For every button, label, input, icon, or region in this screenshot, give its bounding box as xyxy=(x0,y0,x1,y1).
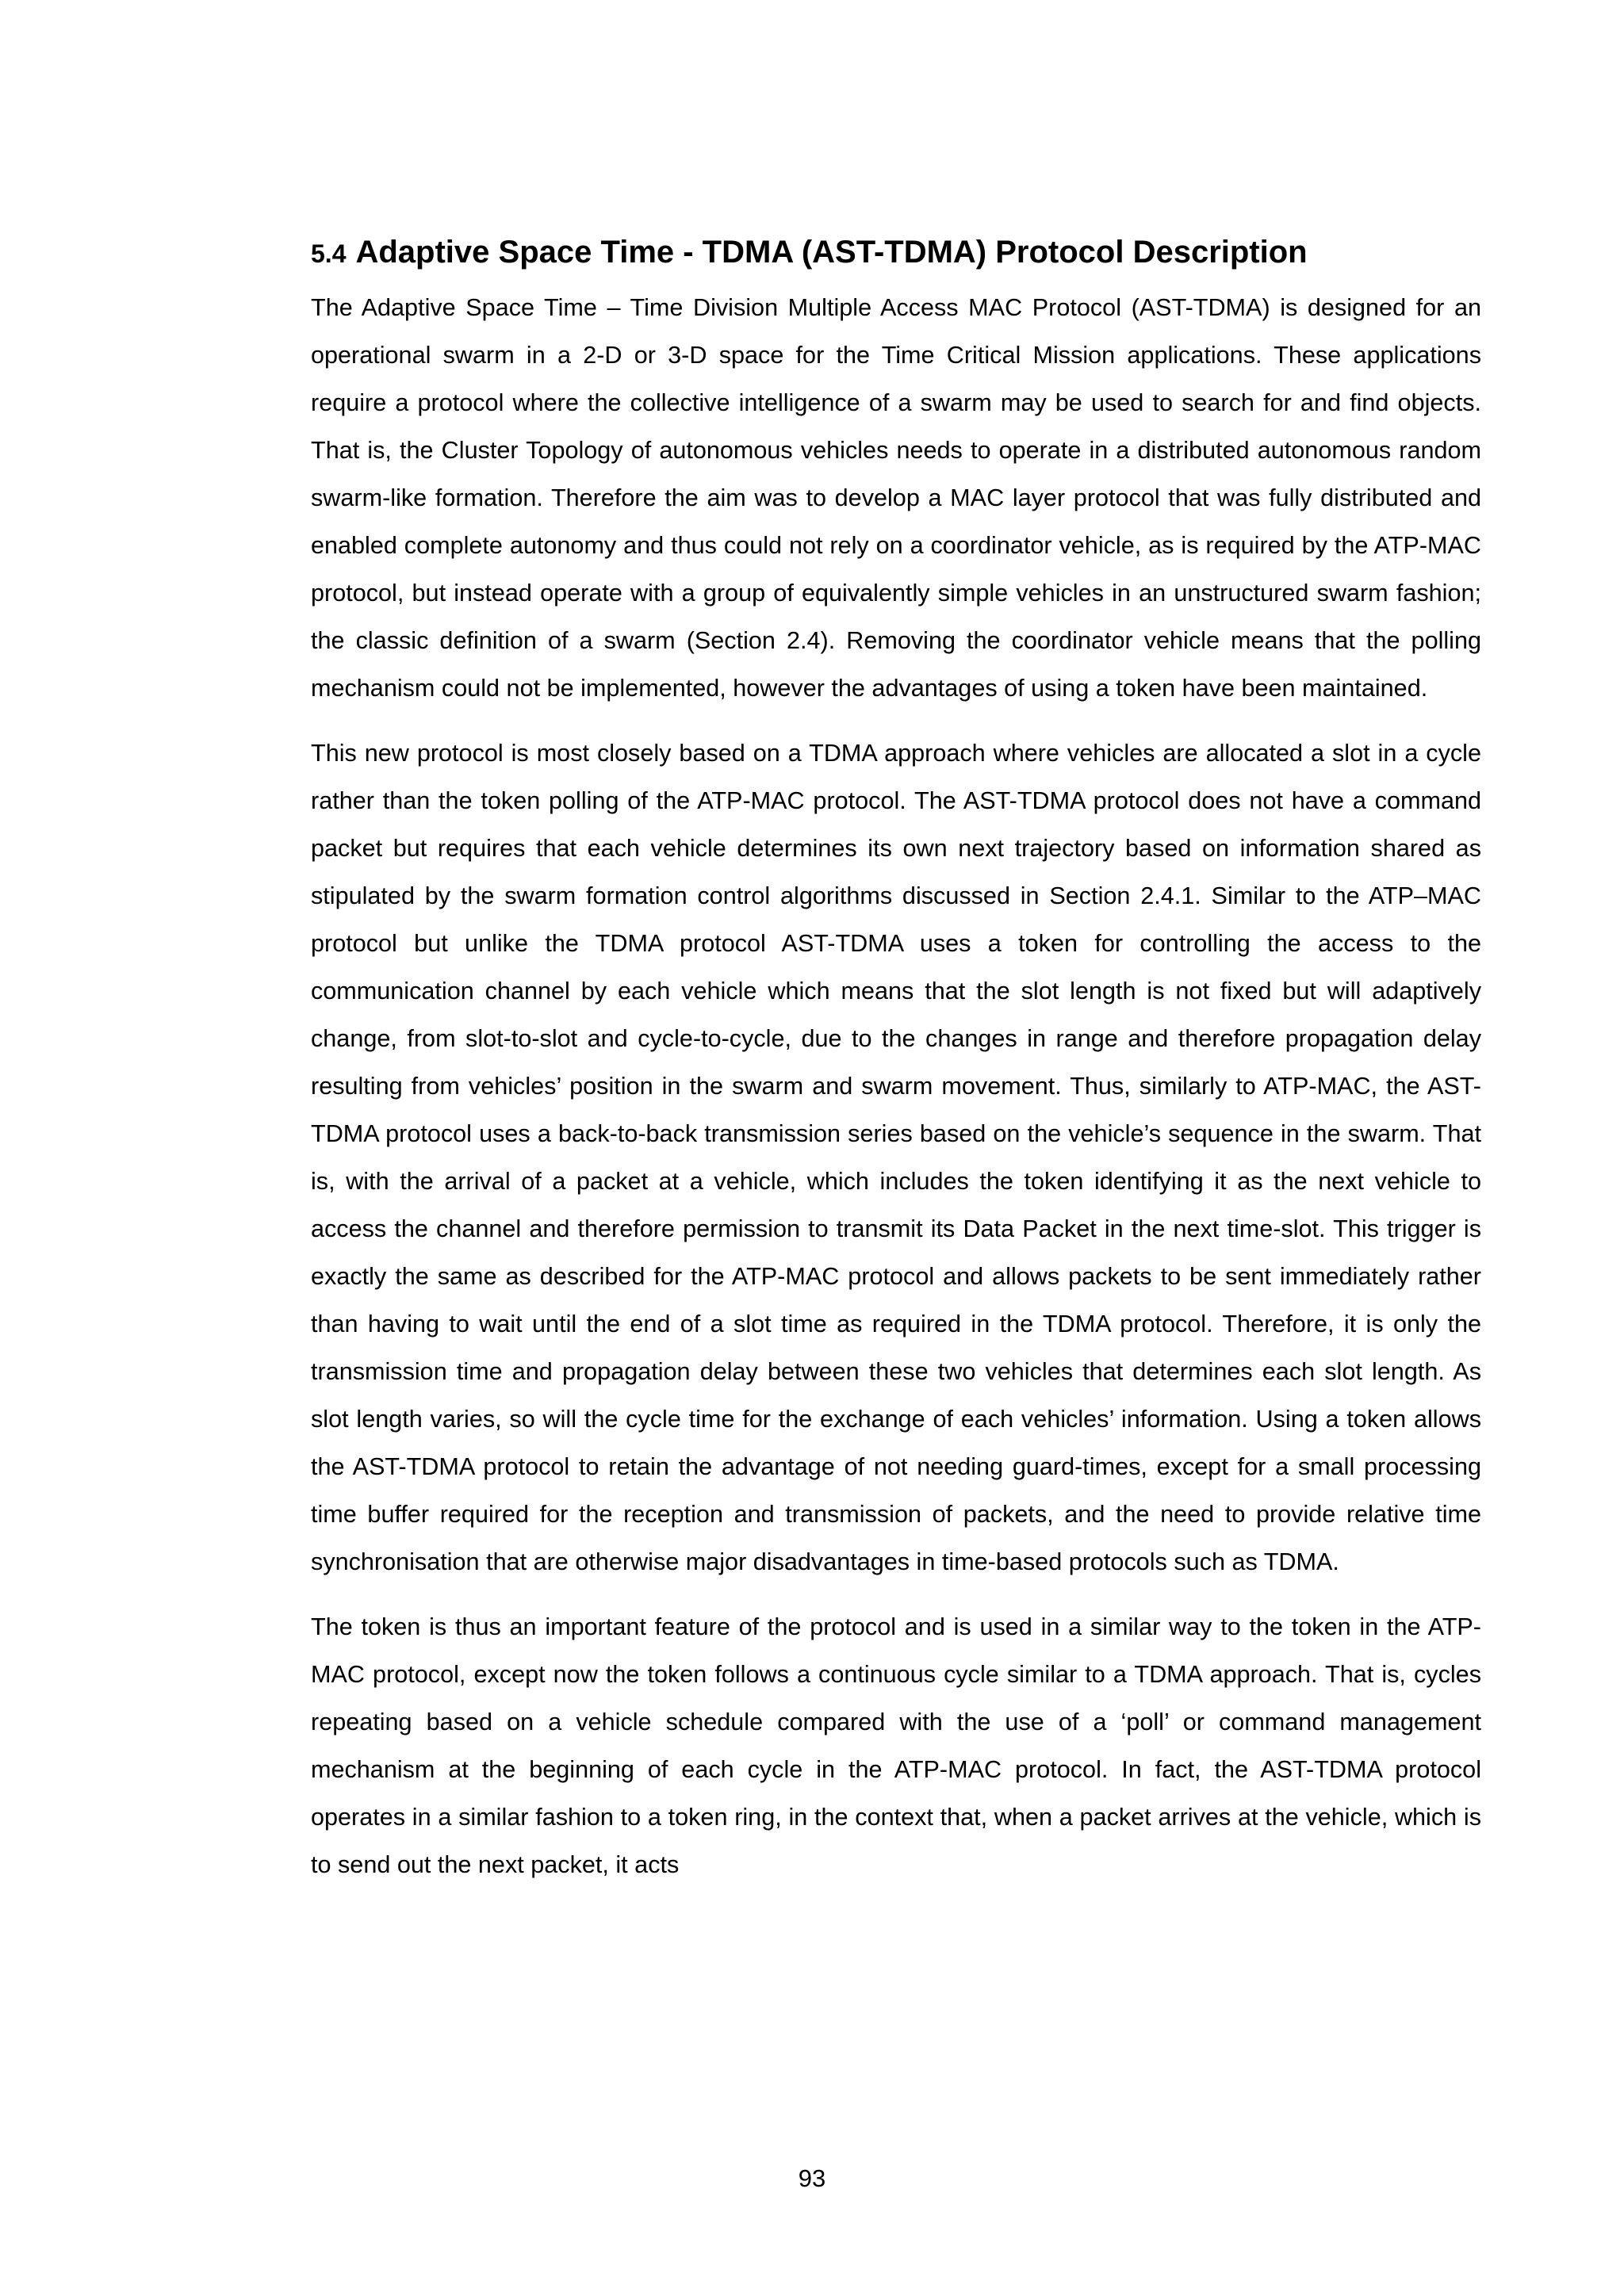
paragraph-1: The Adaptive Space Time – Time Division Multiple Access MAC Protocol (AST-TDMA) is designed for an operational swarm in a 2-D or 3-D space for the Time Critical Mission applications. These applications require a protocol where the collective intelligence of a swarm may be used to search for and find objects. That is, the Cluster Topology of autonomous vehicles needs to operate in a distributed autonomous random swarm-like formation. Therefore the aim was to develop a MAC layer protocol that was fully distributed and enabled complete autonomy and thus could not rely on a coordinator vehicle, as is required by the ATP-MAC protocol, but instead operate with a group of equivalently simple vehicles in an unstructured swarm fashion; the classic definition of a swarm (Section 2.4). Removing the coordinator vehicle means that the polling mechanism could not be implemented, however the advantages of using a token have been maintained. xyxy=(311,294,1481,702)
paragraph-2: This new protocol is most closely based on a TDMA approach where vehicles are allocated a slot in a cycle rather than the token polling of the ATP-MAC protocol. The AST-TDMA protocol does not have a command packet but requires that each vehicle determines its own next trajectory based on information shared as stipulated by the swarm formation control algorithms discussed in Section 2.4.1. Similar to the ATP–MAC protocol but unlike the TDMA protocol AST-TDMA uses a token for controlling the access to the communication channel by each vehicle which means that the slot length is not fixed but will adaptively change, from slot-to-slot and cycle-to-cycle, due to the changes in range and therefore propagation delay resulting from vehicles’ position in the swarm and swarm movement. Thus, similarly to ATP-MAC, the AST-TDMA protocol uses a back-to-back transmission series based on the vehicle’s sequence in the swarm. That is, with the arrival of a packet at a vehicle, which includes the token identifying it as the next vehicle to access the channel and therefore permission to transmit its Data Packet in the next time-slot. This trigger is exactly the same as described for the ATP-MAC protocol and allows packets to be sent immediately rather than having to wait until the end of a slot time as required in the TDMA protocol. Therefore, it is only the transmission time and propagation delay between these two vehicles that determines each slot length. As slot length varies, so will the cycle time for the exchange of each vehicles’ information. Using a token allows the AST-TDMA protocol to retain the advantage of not needing guard-times, except for a small processing time buffer required for the reception and transmission of packets, and the need to provide relative time synchronisation that are otherwise major disadvantages in time-based protocols such as TDMA. xyxy=(311,740,1481,1575)
section-number: 5.4 xyxy=(311,239,347,268)
section-heading xyxy=(311,228,1484,281)
section-title: Adaptive Space Time - TDMA (AST-TDMA) Protocol Description xyxy=(355,235,1308,270)
body-text xyxy=(311,284,1481,1906)
paragraph-3: The token is thus an important feature of the protocol and is used in a similar way to the token in the ATP-MAC protocol, except now the token follows a continuous cycle similar to a TDMA approach. That is, cycles repeating based on a vehicle schedule compared with the use of a ‘poll’ or command management mechanism at the beginning of each cycle in the ATP-MAC protocol. In fact, the AST-TDMA protocol operates in a similar fashion to a token ring, in the context that, when a packet arrives at the vehicle, which is to send out the next packet, it acts xyxy=(311,1613,1481,1878)
page-number: 93 xyxy=(798,2164,826,2192)
